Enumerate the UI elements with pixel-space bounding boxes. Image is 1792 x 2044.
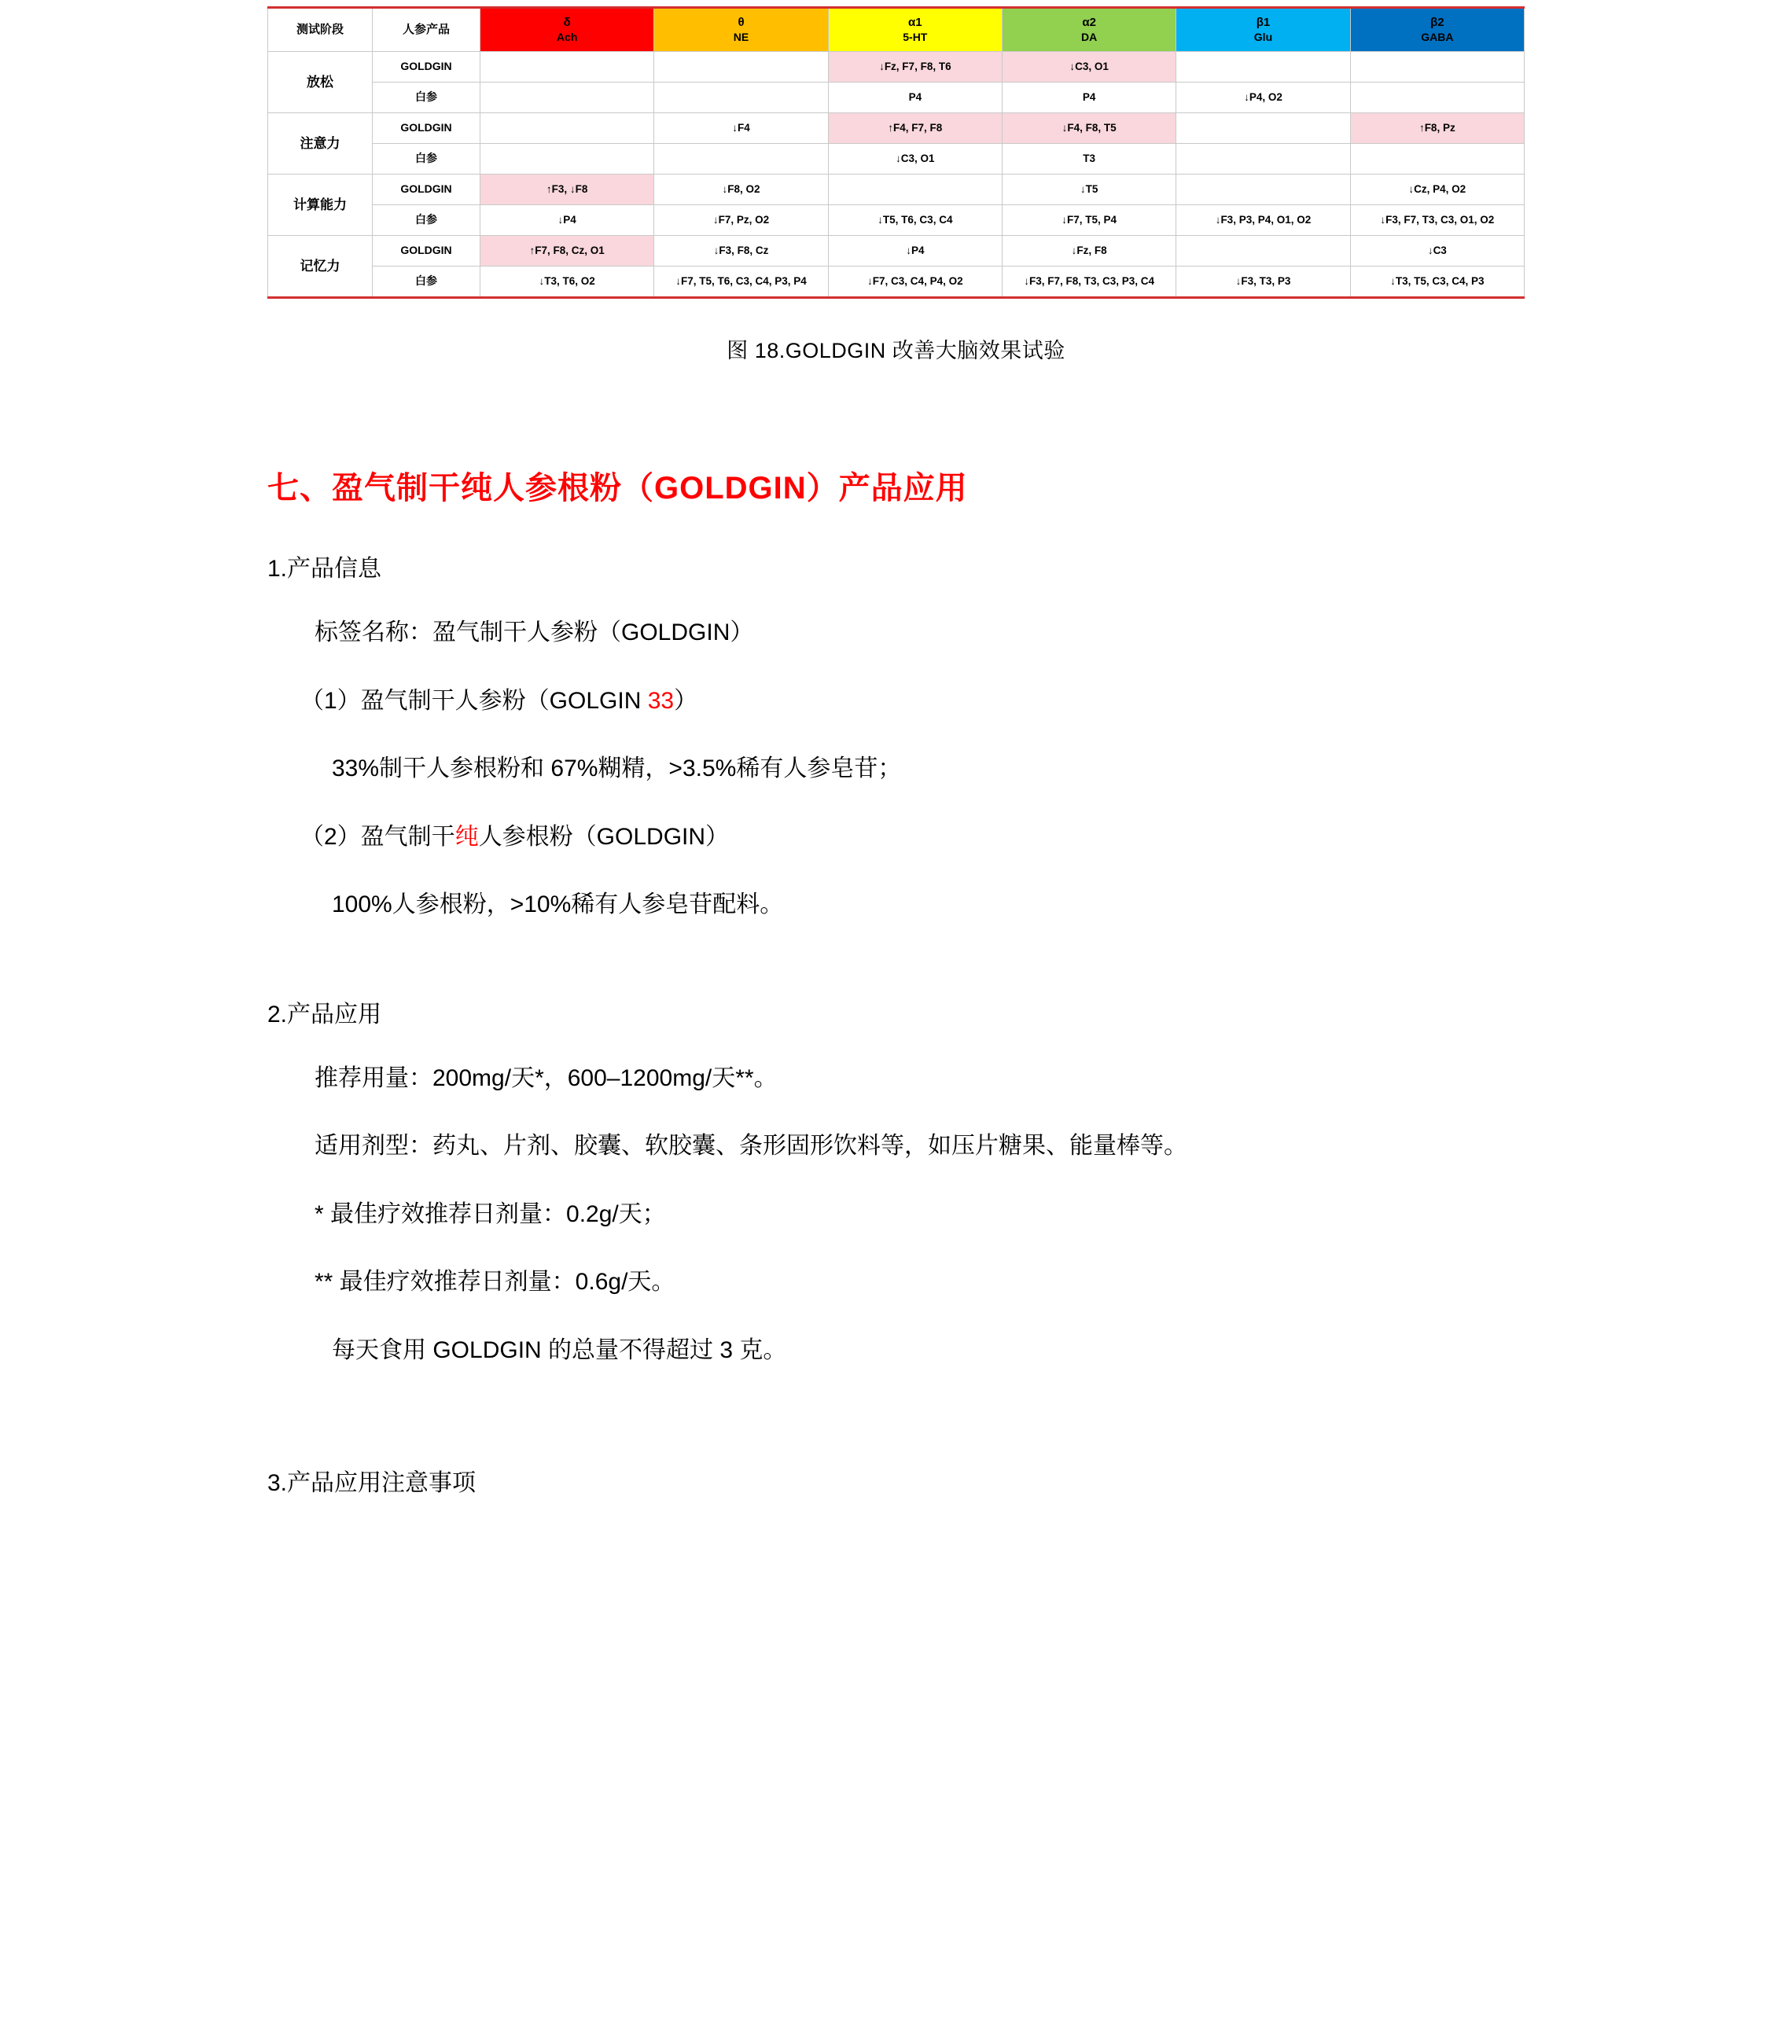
table-row [268, 113, 1525, 144]
table-data-cell: ↓P4, O2 [1176, 83, 1350, 113]
table-data-cell: ↓T5, T6, C3, C4 [828, 205, 1002, 236]
product-label-cell: 白参 [373, 83, 480, 113]
table-header-cell: α1 5-HT [828, 8, 1002, 52]
product-item-1-desc: 33%制干人参根粉和 67%糊精，>3.5%稀有人参皂苷； [332, 755, 902, 781]
figure-18 [267, 0, 1525, 364]
product-item-1-title [267, 683, 1525, 720]
table-data-cell [480, 52, 654, 83]
table-data-cell: ↓F4, F8, T5 [1002, 113, 1176, 144]
table-data-cell: ↓F3, F7, F8, T3, C3, P3, C4 [1002, 267, 1176, 298]
table-header-cell: 人参产品 [373, 8, 480, 52]
table-data-cell [828, 175, 1002, 205]
table-data-cell: ↓T3, T5, C3, C4, P3 [1350, 267, 1524, 298]
table-data-cell: ↑F4, F7, F8 [828, 113, 1002, 144]
table-data-cell: ↓F4 [654, 113, 828, 144]
section-heading: 七、盈气制干纯人参根粉（GOLDGIN）产品应用 [267, 471, 968, 505]
table-data-cell [1176, 236, 1350, 267]
product-label-cell: 白参 [373, 205, 480, 236]
product-label-cell: GOLDGIN [373, 113, 480, 144]
table-header-cell: β2 GABA [1350, 8, 1524, 52]
table-row [268, 236, 1525, 267]
table-data-cell: ↓F8, O2 [654, 175, 828, 205]
stage-label-cell: 计算能力 [268, 175, 373, 236]
table-data-cell: ↑F7, F8, Cz, O1 [480, 236, 654, 267]
table-data-cell: ↓F3, F8, Cz [654, 236, 828, 267]
product-item-1-pre: （1）盈气制干人参粉（GOLGIN [300, 687, 648, 714]
table-data-cell: ↓P4 [480, 205, 654, 236]
table-data-cell [480, 83, 654, 113]
product-label-cell: GOLDGIN [373, 52, 480, 83]
table-data-cell [480, 144, 654, 175]
table-data-cell: ↓F3, F7, T3, C3, O1, O2 [1350, 205, 1524, 236]
table-row [268, 52, 1525, 83]
product-item-1-post: ） [674, 687, 698, 714]
table-header-cell: 测试阶段 [268, 8, 373, 52]
table-data-cell: ↓F7, T5, T6, C3, C4, P3, P4 [654, 267, 828, 298]
table-data-cell [1176, 113, 1350, 144]
table-data-cell: ↓F3, T3, P3 [1176, 267, 1350, 298]
table-data-cell: ↓F7, C3, C4, P4, O2 [828, 267, 1002, 298]
subsection-1-heading: 1.产品信息 [267, 556, 382, 582]
table-header-cell: δ Ach [480, 8, 654, 52]
table-data-cell: ↓T5 [1002, 175, 1176, 205]
footnote-2: ** 最佳疗效推荐日剂量：0.6g/天。 [315, 1269, 675, 1295]
table-data-cell: T3 [1002, 144, 1176, 175]
product-label-cell: GOLDGIN [373, 236, 480, 267]
table-data-cell: ↓C3, O1 [1002, 52, 1176, 83]
product-item-1-red: 33 [647, 687, 675, 714]
stage-label-cell: 放松 [268, 52, 373, 113]
table-data-cell: ↓F7, T5, P4 [1002, 205, 1176, 236]
table-data-cell [1176, 52, 1350, 83]
table-data-cell [480, 113, 654, 144]
table-data-cell: P4 [828, 83, 1002, 113]
table-row [268, 205, 1525, 236]
eeg-results-table [267, 6, 1525, 299]
table-data-cell [1176, 144, 1350, 175]
table-data-cell: ↓T3, T6, O2 [480, 267, 654, 298]
table-data-cell [1350, 52, 1524, 83]
table-data-cell: ↑F3, ↓F8 [480, 175, 654, 205]
recommended-dose-text: 推荐用量：200mg/天*，600–1200mg/天**。 [315, 1064, 778, 1091]
table-data-cell: ↑F8, Pz [1350, 113, 1524, 144]
subsection-3-heading: 3.产品应用注意事项 [267, 1470, 477, 1496]
dosage-forms-text: 适用剂型：药丸、片剂、胶囊、软胶囊、条形固形饮料等，如压片糖果、能量棒等。 [315, 1133, 1187, 1159]
table-data-cell [654, 52, 828, 83]
label-name-text: 标签名称：盈气制干人参粉（GOLDGIN） [315, 619, 754, 645]
table-header-cell: α2 DA [1002, 8, 1176, 52]
table-data-cell [1176, 175, 1350, 205]
stage-label-cell: 记忆力 [268, 236, 373, 298]
table-data-cell: ↓F3, P3, P4, O1, O2 [1176, 205, 1350, 236]
table-data-cell: ↓Fz, F7, F8, T6 [828, 52, 1002, 83]
table-row [268, 83, 1525, 113]
table-data-cell: ↓Cz, P4, O2 [1350, 175, 1524, 205]
table-data-cell: ↓C3 [1350, 236, 1524, 267]
table-data-cell: ↓Fz, F8 [1002, 236, 1176, 267]
footnote-1: * 最佳疗效推荐日剂量：0.2g/天； [315, 1200, 666, 1227]
table-data-cell: P4 [1002, 83, 1176, 113]
table-header-cell: θ NE [654, 8, 828, 52]
table-header-cell: β1 Glu [1176, 8, 1350, 52]
table-data-cell [654, 83, 828, 113]
product-label-cell: 白参 [373, 144, 480, 175]
product-label-cell: GOLDGIN [373, 175, 480, 205]
product-item-2-post: 人参根粉（GOLDGIN） [478, 823, 730, 850]
product-label-cell: 白参 [373, 267, 480, 298]
table-data-cell [1350, 83, 1524, 113]
product-item-2-title [267, 819, 1525, 856]
table-header-row [268, 8, 1525, 52]
table-data-cell [654, 144, 828, 175]
table-row [268, 267, 1525, 298]
table-data-cell: ↓F7, Pz, O2 [654, 205, 828, 236]
product-item-2-desc: 100%人参根粉，>10%稀有人参皂苷配料。 [332, 891, 784, 917]
table-data-cell [1350, 144, 1524, 175]
daily-limit-text: 每天食用 GOLDGIN 的总量不得超过 3 克。 [332, 1336, 787, 1363]
stage-label-cell: 注意力 [268, 113, 373, 175]
product-item-2-pre: （2）盈气制干 [300, 823, 455, 850]
product-item-2-red: 纯 [454, 823, 479, 850]
table-row [268, 144, 1525, 175]
figure-caption: 图 18.GOLDGIN 改善大脑效果试验 [727, 339, 1065, 362]
table-row [268, 175, 1525, 205]
table-data-cell: ↓P4 [828, 236, 1002, 267]
subsection-2-heading: 2.产品应用 [267, 1001, 382, 1028]
table-data-cell: ↓C3, O1 [828, 144, 1002, 175]
